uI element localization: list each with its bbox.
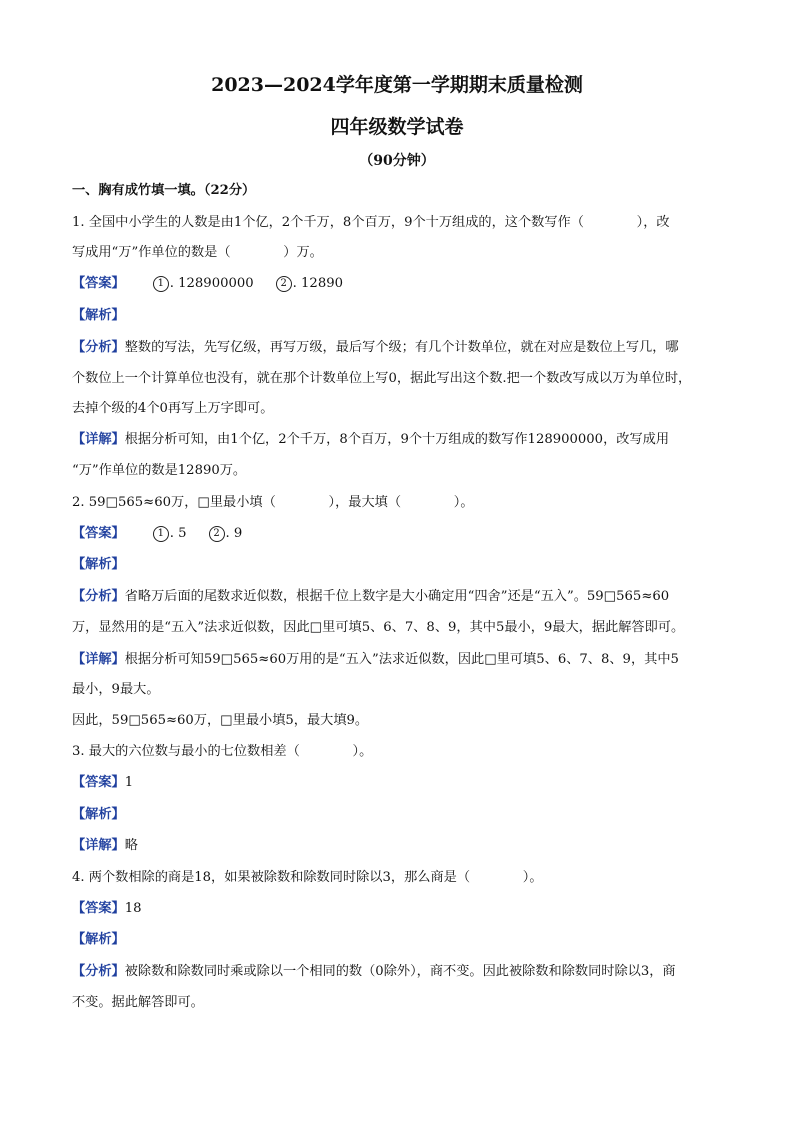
jiexi-label: 【解析】	[72, 308, 125, 323]
circled-number-1: 1	[153, 526, 169, 542]
jiexi-label: 【解析】	[72, 557, 125, 572]
answer-label: 【答案】	[72, 526, 125, 541]
question-1-detail-line-1	[72, 430, 732, 450]
question-2-fenxi-line-1	[72, 587, 732, 607]
fenxi-label: 【分析】	[72, 340, 125, 355]
detail-label: 【详解】	[72, 652, 125, 667]
question-2-detail-line-1	[72, 650, 732, 670]
question-1-jiexi	[72, 306, 732, 326]
exam-title: 2023—2024学年度第一学期期末质量检测	[211, 74, 583, 96]
circled-number-1: 1	[153, 276, 169, 292]
exam-duration: （90分钟）	[359, 153, 435, 169]
answer-label: 【答案】	[72, 276, 125, 291]
jiexi-label: 【解析】	[72, 932, 125, 947]
question-3-answer	[72, 773, 732, 793]
question-4-fenxi-line-2: 不变。据此解答即可。	[72, 995, 204, 1010]
answer-label: 【答案】	[72, 775, 125, 790]
question-2-detail-line-2: 最小，9最大。	[72, 682, 160, 697]
question-1-line-2: 写成用“万”作单位的数是（ ）万。	[72, 245, 323, 260]
fenxi-text: 省略万后面的尾数求近似数，根据千位上数字是大小确定用“四舍”还是“五入”。59□565≈60	[124, 589, 670, 604]
answer-label: 【答案】	[72, 901, 125, 916]
question-2-line-1: 2. 59□565≈60万，□里最小填（ ），最大填（ ）。	[72, 495, 474, 510]
detail-text: 根据分析可知，由1个亿，2个千万，8个百万，9个十万组成的数写作128900000，改写成用	[124, 432, 670, 447]
fenxi-label: 【分析】	[72, 589, 125, 604]
detail-label: 【详解】	[72, 838, 125, 853]
question-3-detail	[72, 836, 732, 856]
question-2-fenxi-line-2: 万，显然用的是“五入”法求近似数，因此□里可填5、6、7、8、9，其中5最小，9最大，据此解答即可。	[72, 620, 685, 635]
section-heading: 一、胸有成竹填一填。（22分）	[72, 183, 256, 198]
detail-label: 【详解】	[72, 432, 125, 447]
question-2-conclusion: 因此，59□565≈60万，□里最小填5，最大填9。	[72, 713, 369, 728]
question-4-answer	[72, 899, 732, 919]
question-1-answer	[72, 274, 732, 294]
question-4-jiexi	[72, 930, 732, 950]
question-1-detail-line-2: “万”作单位的数是12890万。	[72, 463, 247, 478]
question-1-fenxi-line-1	[72, 338, 732, 358]
question-3-line-1: 3. 最大的六位数与最小的七位数相差（ ）。	[72, 744, 373, 759]
question-2-jiexi	[72, 555, 732, 575]
answer-value-2: . 9	[225, 526, 243, 541]
circled-number-2: 2	[276, 276, 292, 292]
answer-value-1: . 128900000	[169, 276, 254, 291]
detail-text: 根据分析可知59□565≈60万用的是“五入”法求近似数，因此□里可填5、6、7、8、9，其中5	[124, 652, 679, 667]
question-4-line-1: 4. 两个数相除的商是18，如果被除数和除数同时除以3，那么商是（ ）。	[72, 870, 543, 885]
detail-text: 略	[124, 838, 138, 853]
question-4-fenxi-line-1	[72, 962, 732, 982]
answer-value-2: . 12890	[292, 276, 343, 291]
jiexi-label: 【解析】	[72, 807, 125, 822]
question-1-fenxi-line-2: 个数位上一个计算单位也没有，就在那个计数单位上写0，据此写出这个数.把一个数改写成以万为单位时，	[72, 371, 692, 386]
answer-value-1: . 5	[169, 526, 187, 541]
question-1-fenxi-line-3: 去掉个级的4个0再写上万字即可。	[72, 401, 274, 416]
fenxi-text: 整数的写法，先写亿级，再写万级，最后写个级；有几个计数单位，就在对应是数位上写几，哪	[124, 340, 679, 355]
exam-subtitle: 四年级数学试卷	[330, 116, 464, 138]
question-1-line-1: 1. 全国中小学生的人数是由1个亿，2个千万，8个百万，9个十万组成的，这个数写作（ ），改	[72, 215, 670, 230]
question-2-answer	[72, 524, 732, 544]
question-3-jiexi	[72, 805, 732, 825]
answer-value: 1	[124, 775, 134, 790]
fenxi-label: 【分析】	[72, 964, 125, 979]
fenxi-text: 被除数和除数同时乘或除以一个相同的数（0除外），商不变。因此被除数和除数同时除以3，商	[124, 964, 676, 979]
answer-value: 18	[124, 901, 142, 916]
circled-number-2: 2	[209, 526, 225, 542]
